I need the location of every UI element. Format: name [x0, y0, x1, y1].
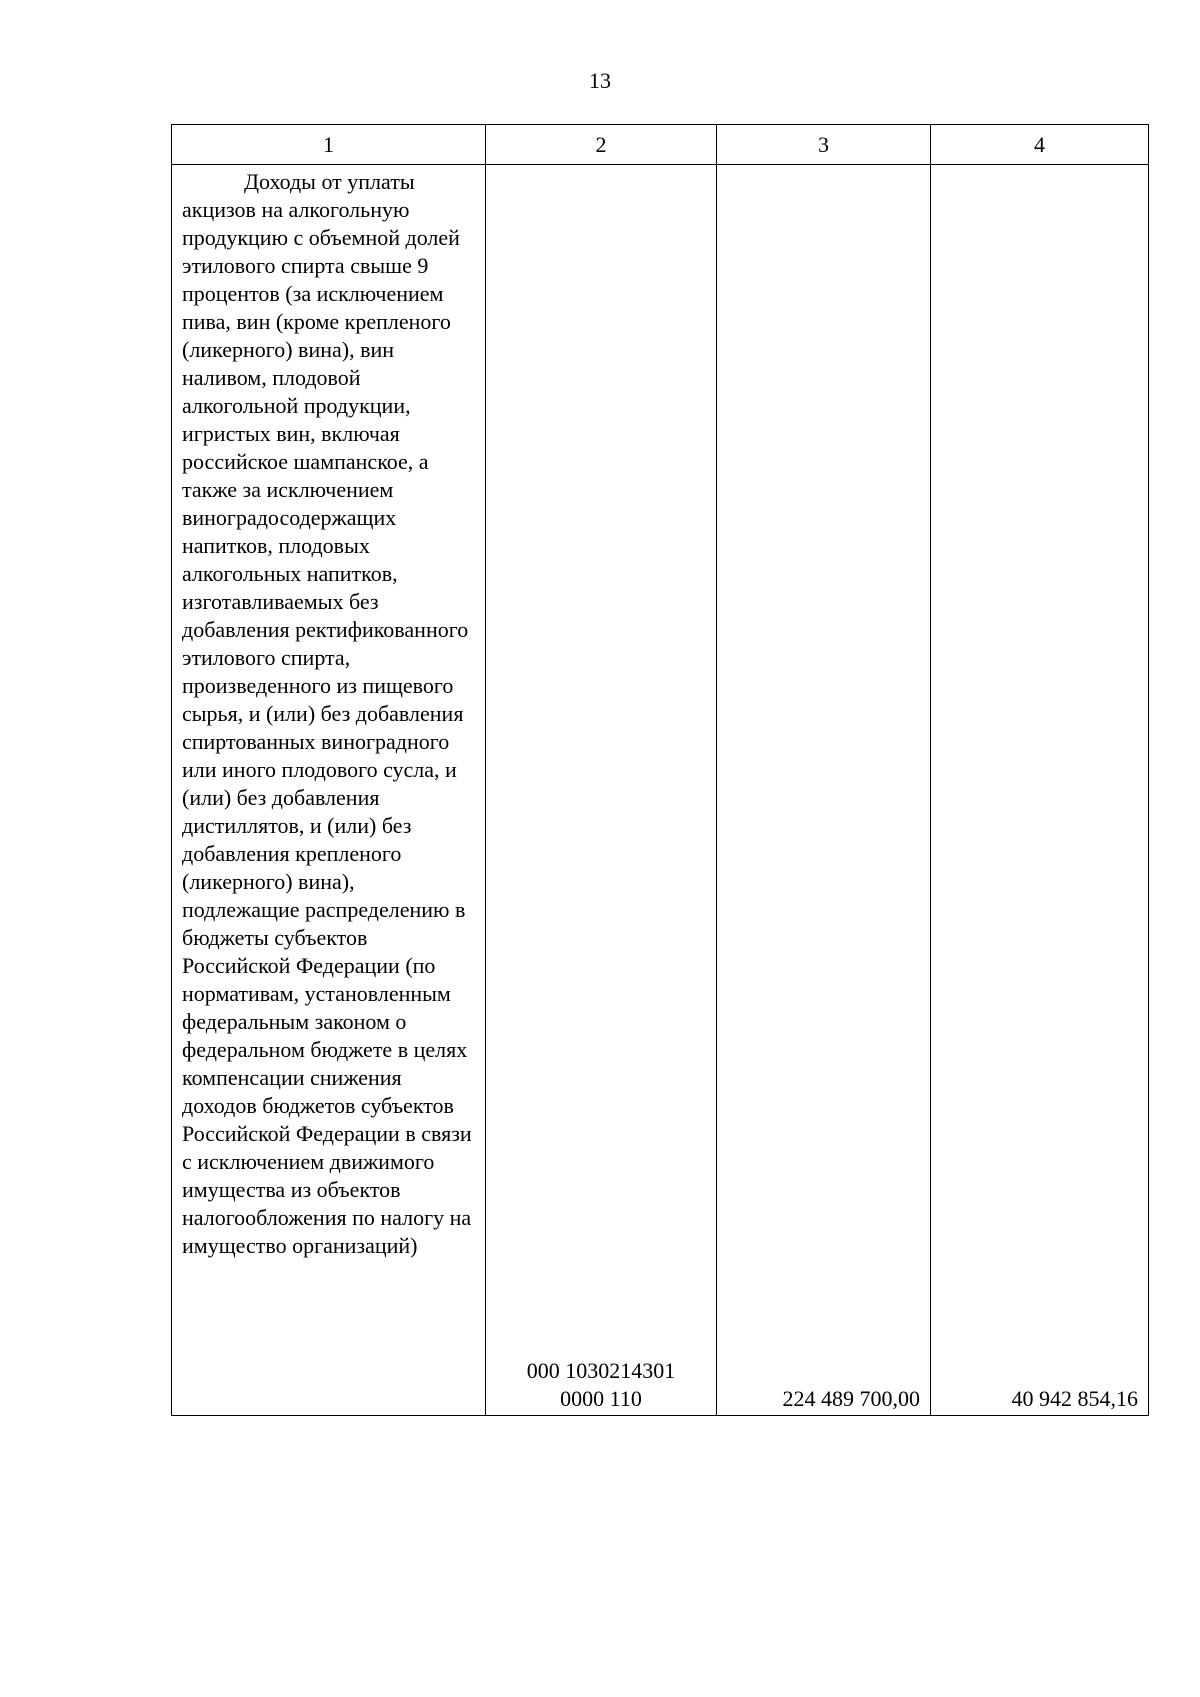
revenue-description: Доходы от уплаты акцизов на алкогольную продукцию с объемной долей этилового спирта свыше 9 процентов (за исключением пива, вин (кроме крепленого (ликерного) вина), вин наливом, плодовой алкогольной продукции, игристых вин, включая российское шампанское, а также за исключением виноградосодержащих напитков, плодовых алкогольных напитков, изготавливаемых без добавления ректификованного этилового спирта, произведенного из пищевого сырья, и (или) без добавления спиртованных виноградного или иного плодового сусла, и (или) без добавления дистиллятов, и (или) без добавления крепленого (ликерного) вина), подлежащие распределению в бюджеты субъектов Российской Федерации (по нормативам, установленным федеральным законом о федеральном бюджете в целях компенсации снижения доходов бюджетов субъектов Российской Федерации в связи с исключением движимого имущества из объектов налогообложения по налогу на имущество организаций)	[182, 169, 472, 1258]
planned-amount-cell: 224 489 700,00	[717, 165, 931, 1416]
budget-code-cell	[486, 165, 717, 1416]
column-header-4: 4	[931, 125, 1149, 165]
header-row	[172, 125, 1149, 165]
description-cell	[172, 165, 486, 1416]
page-number: 13	[589, 68, 611, 93]
executed-amount-cell: 40 942 854,16	[931, 165, 1149, 1416]
revenue-table	[171, 124, 1149, 1416]
column-header-2: 2	[486, 125, 717, 165]
column-header-3: 3	[717, 125, 931, 165]
column-header-1: 1	[172, 125, 486, 165]
table-row	[172, 165, 1149, 1416]
budget-code-line-1: 000 1030214301	[526, 1358, 676, 1383]
budget-code-line-2: 0000 110	[560, 1386, 642, 1411]
